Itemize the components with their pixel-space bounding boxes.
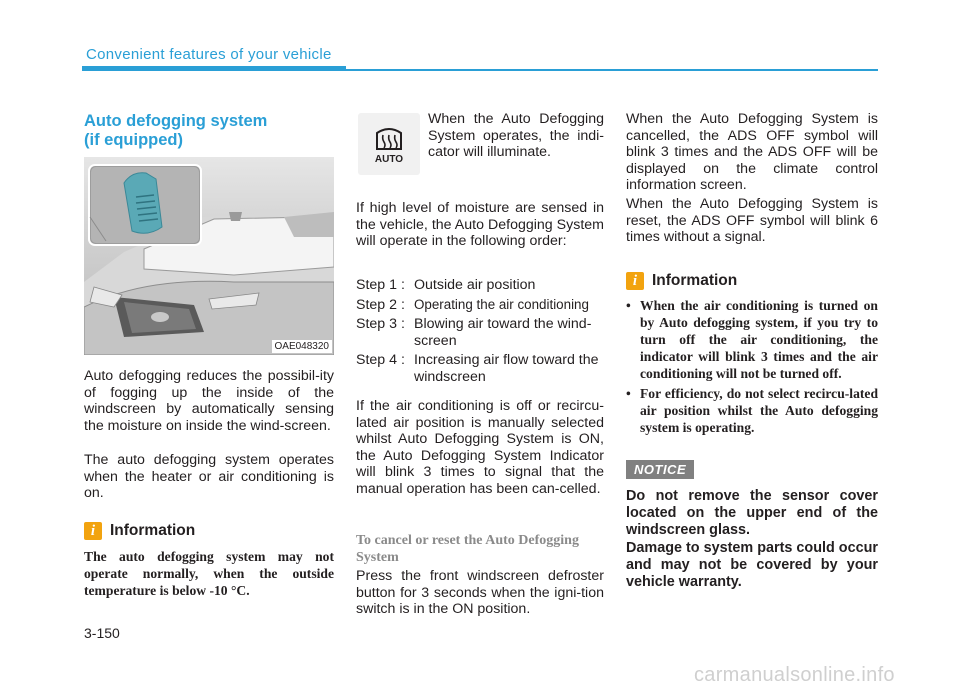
step-text: Outside air position (414, 277, 536, 293)
information-bullets (626, 297, 878, 436)
step-text: Operating the air conditioning (414, 296, 589, 312)
section-heading-line1: Auto defogging system (84, 112, 268, 130)
step-label: Step 2 : (356, 296, 405, 313)
step-label: Step 3 : (356, 316, 405, 332)
paragraph: Press the front windscreen defroster button for 3 seconds when the igni-tion switch is in the ON position. (356, 568, 604, 617)
indicator-intro: When the Auto Defogging System operates, the indi-cator will illuminate. (428, 111, 604, 160)
notice-text: Damage to system parts could occur and may not be covered by your vehicle warranty. (626, 540, 878, 590)
paragraph: When the Auto Defogging System is reset, the ADS OFF symbol will blink 6 times without a signal. (626, 196, 878, 245)
header-rule (82, 66, 346, 71)
car-illustration (84, 157, 334, 355)
info-icon: i (84, 522, 102, 540)
step-label: Step 1 : (356, 277, 405, 293)
paragraph: If the air conditioning is off or recircu-lated air position is manually selected whilst Auto Defogging System is ON, the Auto Defogging System Indicator will blink 3 times to signal that the manual operation has been can-celled. (356, 398, 604, 497)
information-text: The auto defogging system may not operate normally, when the outside temperature is below -10 °C. (84, 549, 334, 598)
section-heading (84, 112, 334, 150)
information-heading (626, 272, 737, 290)
paragraph: If high level of moisture are sensed in the vehicle, the Auto Defogging System will operate in the following order: (356, 200, 604, 249)
steps-list (356, 277, 604, 385)
subheading: To cancel or reset the Auto Defogging System (356, 533, 579, 565)
car-drawing (84, 157, 334, 355)
information-title: Information (652, 272, 738, 289)
step-label: Step 4 : (356, 352, 405, 368)
notice-text: Do not remove the sensor cover located on the upper end of the windscreen glass. (626, 488, 878, 538)
step-row (356, 352, 604, 385)
auto-defog-icon (358, 113, 420, 175)
paragraph: Auto defogging reduces the possibil-ity of fogging up the inside of the windscreen by automatically sensing the moisture on inside the wind-screen. (84, 368, 334, 434)
notice-label: NOTICE (626, 460, 694, 479)
step-row (356, 316, 604, 349)
bullet-text: For efficiency, do not select recircu-lated air position whilst the Auto defogging system is operating. (640, 386, 878, 435)
bullet-text: When the air conditioning is turned on by Auto defogging system, if you try to turn off the air conditioning, the indicator will blink 3 times and the air conditioning will not be turned off. (640, 298, 878, 381)
information-title: Information (110, 522, 196, 539)
icon-auto-label: AUTO (374, 154, 404, 165)
section-heading-line2: (if equipped) (84, 131, 183, 149)
defog-indicator-icon (358, 113, 420, 175)
header-rule-thin (346, 69, 878, 71)
bullet-item: • When the air conditioning is turned on by Auto defogging system, if you try to turn off the air conditioning, the indicator will blink 3 times and the air conditioning will not be turned off. (626, 298, 878, 381)
paragraph: When the Auto Defogging System is cancelled, the ADS OFF symbol will blink 3 times and the ADS OFF will be displayed on the climate control information screen. (626, 111, 878, 193)
figure-code: OAE048320 (272, 340, 333, 353)
section-title: Convenient features of your vehicle (86, 46, 332, 63)
watermark: carmanualsonline.info (694, 664, 895, 686)
step-row (356, 277, 604, 294)
step-text: Increasing air flow toward the windscreen (414, 352, 599, 385)
paragraph: The auto defogging system operates when the heater or air conditioning is on. (84, 452, 334, 501)
bullet-item: • For efficiency, do not select recircu-lated air position whilst the Auto defogging system is operating. (626, 386, 878, 435)
step-row (356, 297, 604, 314)
information-heading (84, 522, 195, 540)
page-number: 3-150 (84, 625, 120, 641)
step-text: Blowing air toward the wind-screen (414, 316, 592, 349)
info-icon: i (626, 272, 644, 290)
